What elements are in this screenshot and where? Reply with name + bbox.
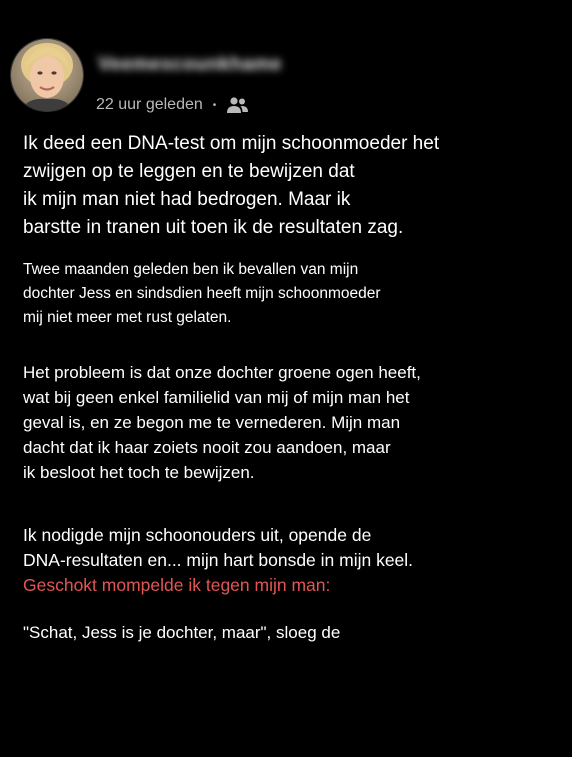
paragraph-line: dochter Jess en sindsdien heeft mijn schoonmoeder bbox=[23, 285, 381, 302]
friends-icon[interactable] bbox=[225, 96, 249, 114]
paragraph-4 bbox=[23, 620, 553, 645]
meta-separator: • bbox=[212, 99, 217, 111]
post-timestamp[interactable]: 22 uur geleden bbox=[96, 96, 203, 113]
paragraph-3 bbox=[23, 523, 553, 598]
paragraph-1 bbox=[23, 258, 553, 330]
paragraph-line: Het probleem is dat onze dochter groene ogen heeft, bbox=[23, 363, 421, 382]
paragraph-line: Twee maanden geleden ben ik bevallen van mijn bbox=[23, 261, 359, 278]
avatar-photo bbox=[11, 39, 83, 111]
paragraph-line: DNA-resultaten en... mijn hart bonsde in mijn keel. bbox=[23, 550, 414, 570]
paragraph-2 bbox=[23, 360, 553, 485]
post-header bbox=[8, 36, 548, 116]
paragraph-line: wat bij geen enkel familielid van mij of mijn man het bbox=[23, 388, 410, 407]
post-body bbox=[23, 130, 553, 645]
headline-line: barstte in tranen uit toen ik de resultaten zag. bbox=[23, 217, 404, 238]
paragraph-line: Ik nodigde mijn schoonouders uit, opende de bbox=[23, 525, 372, 545]
author-name[interactable]: Veemescounkhame bbox=[98, 54, 282, 75]
headline-line: zwijgen op te leggen en te bewijzen dat bbox=[23, 161, 355, 182]
paragraph-line: dacht dat ik haar zoiets nooit zou aandoen, maar bbox=[23, 438, 391, 457]
highlighted-line: Geschokt mompelde ik tegen mijn man: bbox=[23, 575, 331, 595]
post-headline bbox=[23, 130, 553, 242]
headline-line: Ik deed een DNA-test om mijn schoonmoeder het bbox=[23, 133, 440, 154]
post-meta bbox=[96, 96, 249, 114]
headline-line: ik mijn man niet had bedrogen. Maar ik bbox=[23, 189, 351, 210]
paragraph-line: ik besloot het toch te bewijzen. bbox=[23, 463, 255, 482]
paragraph-line: mij niet meer met rust gelaten. bbox=[23, 309, 232, 326]
paragraph-line: geval is, en ze begon me te vernederen. Mijn man bbox=[23, 413, 401, 432]
paragraph-line: "Schat, Jess is je dochter, maar", sloeg de bbox=[23, 623, 341, 642]
avatar[interactable] bbox=[10, 38, 84, 112]
